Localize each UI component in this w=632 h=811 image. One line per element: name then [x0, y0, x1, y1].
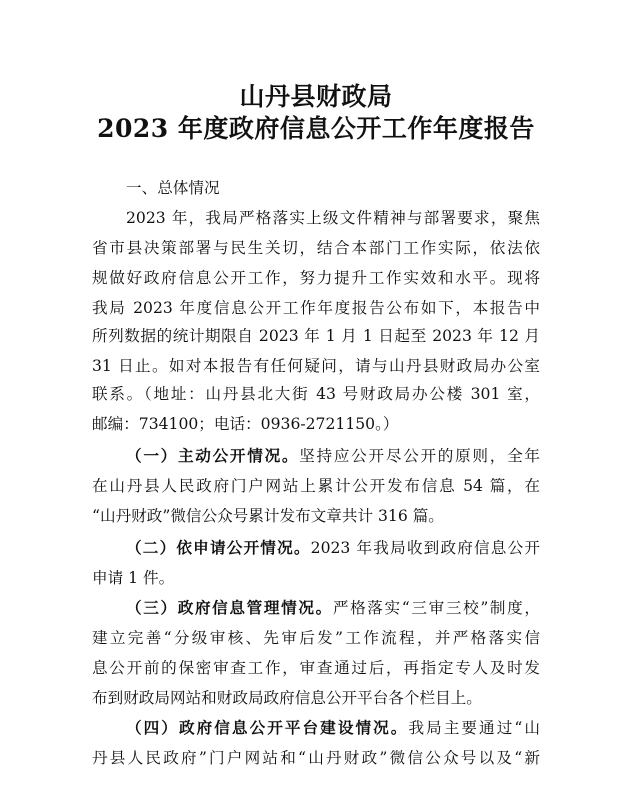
intro-line: 联系。（地址：山丹县北大街 43 号财政局办公楼 301 室， — [92, 385, 540, 403]
item2-text: 2023 年我局收到政府信息公开 — [310, 539, 540, 557]
intro-line: 邮编：734100；电话：0936-2721150。） — [92, 415, 399, 433]
intro-line: 规做好政府信息公开工作，努力提升工作实效和水平。现将 — [92, 269, 540, 287]
intro-line: 2023 年，我局严格落实上级文件精神与部署要求，聚焦 — [126, 209, 540, 227]
item3-text: 严格落实“三审三校”制度， — [332, 599, 540, 617]
document-title-line2: 2023 年度政府信息公开工作年度报告 — [97, 114, 535, 143]
document-title-line1: 山丹县财政局 — [239, 82, 393, 111]
item3-line: 布到财政局网站和财政局政府信息公开平台各个栏目上。 — [92, 689, 482, 707]
item2-heading: （二）依申请公开情况。 — [126, 538, 311, 557]
item1-first-line — [126, 446, 540, 466]
intro-line: 我局 2023 年度信息公开工作年度报告公布如下，本报告中 — [92, 299, 540, 317]
item4-first-line — [126, 718, 540, 738]
item4-line: 丹县人民政府”门户网站和“山丹财政”微信公众号以及“新 — [92, 749, 540, 767]
item2-line: 申请 1 件。 — [92, 569, 175, 587]
item4-text: 我局主要通过“山 — [408, 719, 540, 737]
item3-first-line — [126, 598, 540, 618]
item3-line: 建立完善“分级审核、先审后发”工作流程，并严格落实信 — [92, 629, 540, 647]
item3-heading: （三）政府信息管理情况。 — [126, 598, 333, 617]
item3-line: 息公开前的保密审查工作，审查通过后，再指定专人及时发 — [92, 659, 540, 677]
item1-text: 坚持应公开尽公开的原则，全年 — [299, 447, 540, 465]
item1-heading: （一）主动公开情况。 — [126, 446, 300, 465]
intro-line: 省市县决策部署与民生关切，结合本部门工作实际，依法依 — [92, 239, 540, 257]
intro-line: 31 日止。如对本报告有任何疑问，请与山丹县财政局办公室 — [92, 357, 540, 375]
item2-first-line — [126, 538, 540, 558]
item1-line: “山丹财政”微信公众号累计发布文章共计 316 篇。 — [92, 507, 444, 525]
intro-line: 所列数据的统计期限自 2023 年 1 月 1 日起至 2023 年 12 月 — [92, 327, 540, 345]
item4-heading: （四）政府信息公开平台建设情况。 — [126, 718, 409, 737]
item1-line: 在山丹县人民政府门户网站上累计公开发布信息 54 篇，在 — [92, 477, 540, 495]
section-heading-overview: 一、总体情况 — [126, 179, 220, 197]
